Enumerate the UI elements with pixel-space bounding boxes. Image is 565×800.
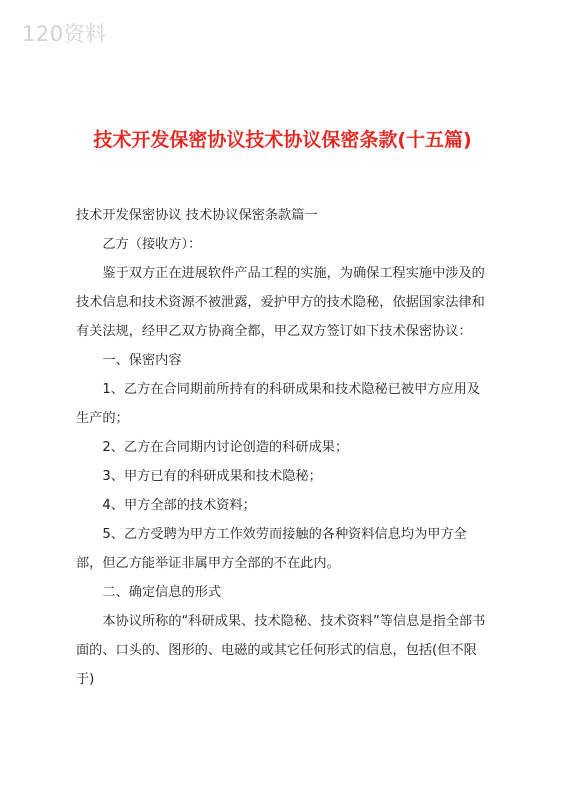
clause-3: 3、甲方已有的科研成果和技术隐秘； [102, 469, 322, 484]
document-body [76, 201, 490, 694]
clause-2: 2、乙方在合同期内讨论创造的科研成果； [102, 440, 349, 455]
paragraph-preamble: 鉴于双方正在进展软件产品工程的实施，为确保工程实施中涉及的技术信息和技术资源不被泄露，爱护甲方的技术隐秘，依据国家法律和有关法规，经甲乙双方协商全都，甲乙双方签订如下技术保密协议： [76, 266, 485, 339]
watermark: 120资料 [22, 22, 107, 46]
heading-confidential-content: 一、保密内容 [102, 353, 182, 368]
clause-5: 5、乙方受聘为甲方工作效劳而接触的各种资料信息均为甲方全部，但乙方能举证非属甲方全部的不在此内。 [76, 527, 467, 571]
section-subtitle: 技术开发保密协议 技术协议保密条款篇一 [76, 208, 318, 223]
heading-information-form: 二、确定信息的形式 [102, 585, 222, 600]
paragraph-party-b: 乙方（接收方）： [102, 237, 202, 252]
clause-1: 1、乙方在合同期前所持有的科研成果和技术隐秘已被甲方应用及生产的； [76, 382, 481, 426]
clause-4: 4、甲方全部的技术资料； [102, 498, 256, 513]
paragraph-information-definition: 本协议所称的“科研成果、技术隐秘、技术资料”等信息是指全部书面的、口头的、图形的、电磁的或其它任何形式的信息，包括(但不限于) [76, 614, 486, 687]
document-title: 技术开发保密协议技术协议保密条款(十五篇) [93, 129, 472, 151]
